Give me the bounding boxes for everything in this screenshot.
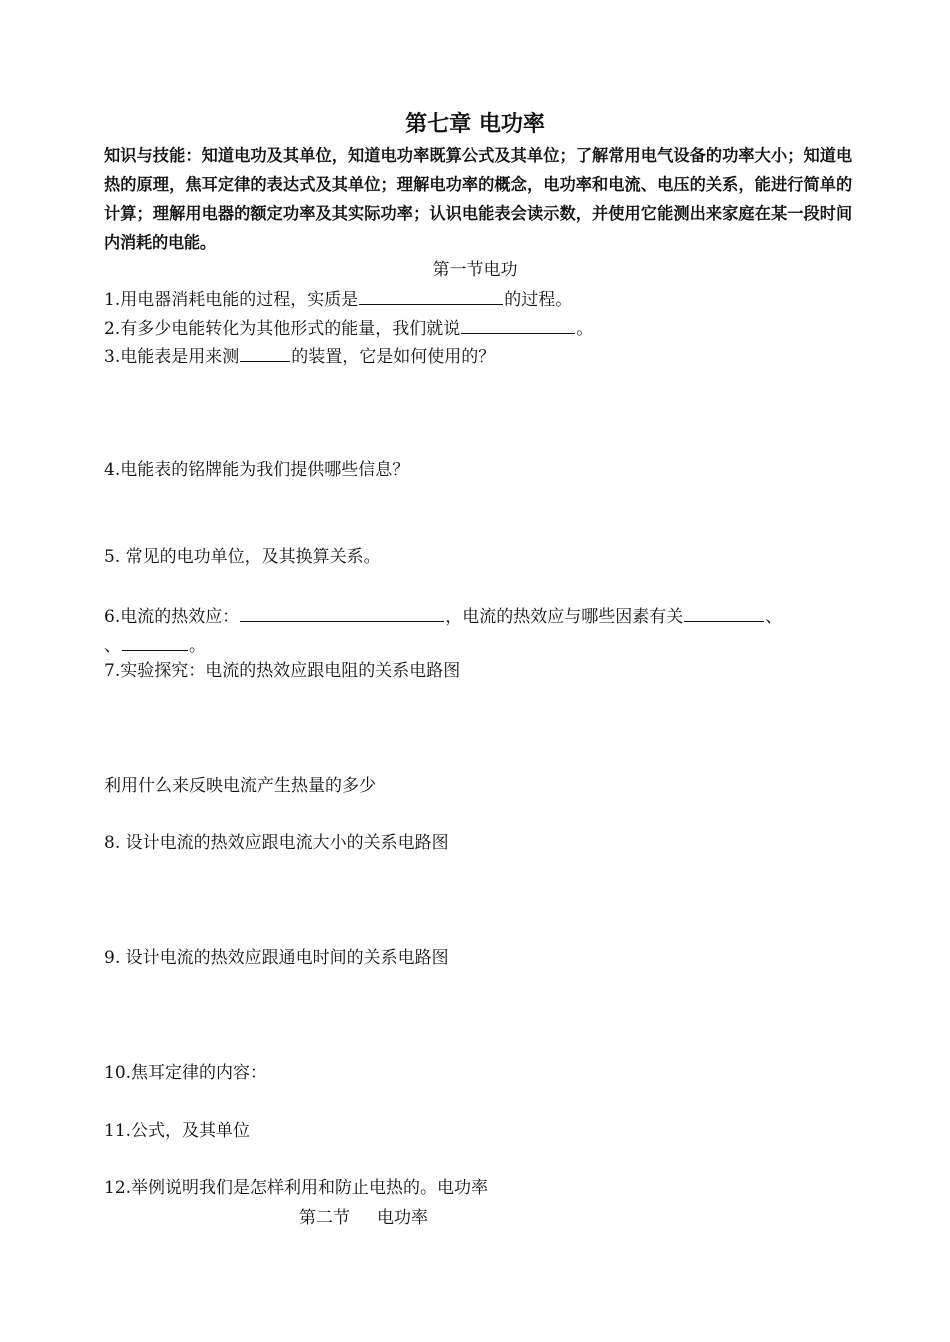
- answer-blank[interactable]: [684, 603, 764, 622]
- question-3-text: 3.电能表是用来测: [104, 347, 240, 367]
- question-9: 9. 设计电流的热效应跟通电时间的关系电路图: [104, 948, 449, 968]
- question-12: 12.举例说明我们是怎样利用和防止电热的。电功率: [104, 1178, 489, 1198]
- question-5: 5. 常见的电功单位，及其换算关系。: [104, 547, 381, 567]
- question-11: 11.公式，及其单位: [104, 1121, 251, 1141]
- question-1-text-end: 的过程。: [504, 290, 573, 310]
- question-2: [104, 315, 593, 341]
- learning-objectives: 知识与技能：知道电功及其单位，知道电功率既算公式及其单位；了解常用电气设备的功率大小；知道电热的原理，焦耳定律的表达式及其单位；理解电功率的概念，电功率和电流、电压的关系，能进行简单的计算；理解用电器的额定功率及其实际功率；认识电能表会读示数，并使用它能测出来家庭在某一段时间内消耗的电能。: [104, 146, 852, 252]
- answer-blank[interactable]: [461, 315, 575, 334]
- question-7-followup: 利用什么来反映电流产生热量的多少: [104, 776, 376, 796]
- question-6-text-end: 。: [189, 636, 206, 656]
- question-10: 10.焦耳定律的内容：: [104, 1063, 268, 1083]
- question-6: [104, 603, 782, 629]
- answer-blank[interactable]: [122, 632, 188, 651]
- question-8: 8. 设计电流的热效应跟电流大小的关系电路图: [104, 833, 449, 853]
- question-3-text-end: 的装置，它是如何使用的？: [291, 347, 496, 367]
- question-7: 7.实验探究：电流的热效应跟电阻的关系电路图: [104, 661, 461, 681]
- section-1-title: 第一节电功: [432, 260, 518, 280]
- section-2-title: 第二节 电功率: [299, 1208, 429, 1228]
- chapter-title: 第七章 电功率: [405, 112, 545, 137]
- question-1-text: 1.用电器消耗电能的过程，实质是: [104, 290, 359, 310]
- question-4: 4.电能表的铭牌能为我们提供哪些信息？: [104, 460, 410, 480]
- question-6-text: 6.电流的热效应：: [104, 607, 240, 627]
- question-1: [104, 286, 572, 312]
- answer-blank[interactable]: [240, 603, 444, 622]
- question-2-text-end: 。: [576, 319, 594, 339]
- question-6-text-middle: ，电流的热效应与哪些因素有关: [445, 607, 684, 627]
- answer-blank[interactable]: [240, 343, 290, 362]
- question-6-separator: 、: [765, 607, 783, 627]
- answer-blank[interactable]: [359, 286, 503, 305]
- question-6-separator: 、: [104, 636, 121, 656]
- question-2-text: 2.有多少电能转化为其他形式的能量，我们就说: [104, 319, 461, 339]
- question-6-continued: [104, 632, 206, 658]
- question-3: [104, 343, 495, 369]
